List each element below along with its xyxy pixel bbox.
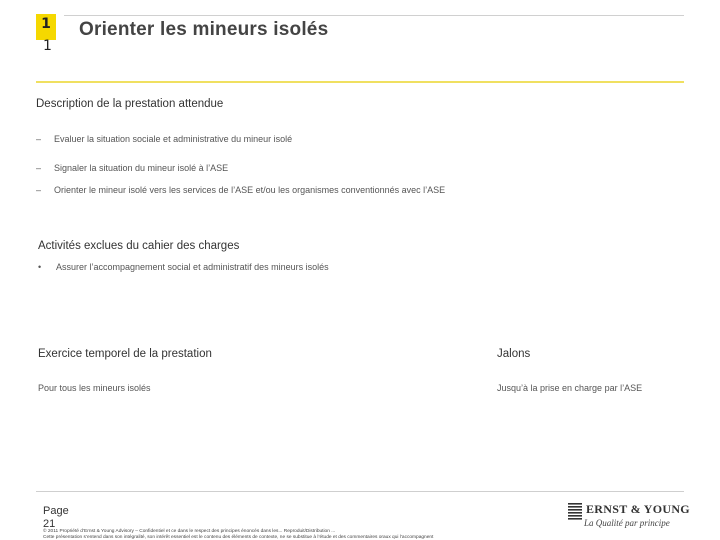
footer-copyright: © 2011 Propriété d’Ernst & Young Advisory – Confidentiel et ce dans le respect des principes énoncés dans les... Reproduit/Distribution ...	[43, 529, 336, 534]
page-number	[43, 505, 69, 531]
timing-heading: Exercice temporel de la prestation	[38, 348, 212, 360]
exclusion-item: Assurer l’accompagnement social et administratif des mineurs isolés	[56, 262, 329, 272]
page-label: Page	[43, 505, 69, 517]
milestones-heading: Jalons	[497, 348, 531, 360]
footer-divider	[36, 491, 684, 492]
description-item: Orienter le mineur isolé vers les services de l’ASE et/ou les organismes conventionnés avec l’ASE	[54, 185, 446, 195]
dash-icon: –	[36, 163, 42, 173]
footer-disclaimer: Cette présentation s’entend dans son intégralité, son intérêt essentiel est le contenu des éléments de contexte, ne se substitue à l’étude et des commentaires oraux qui l’accompagnent	[43, 535, 434, 540]
page-number-value: 21	[43, 518, 56, 530]
exclusions-heading: Activités exclues du cahier des charges	[38, 240, 240, 252]
bullet-icon: •	[38, 262, 42, 272]
logo-tagline: La Qualité par principe	[584, 518, 670, 528]
description-heading: Description de la prestation attendue	[36, 98, 224, 110]
description-item: Signaler la situation du mineur isolé à l’ASE	[54, 163, 229, 173]
logo-name: ERNST & YOUNG	[586, 502, 690, 516]
header-divider	[64, 15, 684, 16]
timing-value: Pour tous les mineurs isolés	[38, 383, 151, 393]
slide-number-badge: 1	[36, 14, 56, 40]
slide-number-secondary: 1	[43, 38, 52, 54]
description-item: Evaluer la situation sociale et administrative du mineur isolé	[54, 134, 293, 144]
title-underline	[36, 81, 684, 83]
milestones-value: Jusqu’à la prise en charge par l’ASE	[497, 383, 643, 393]
page-title: Orienter les mineurs isolés	[79, 19, 329, 40]
dash-icon: –	[36, 185, 42, 195]
dash-icon: –	[36, 134, 42, 144]
